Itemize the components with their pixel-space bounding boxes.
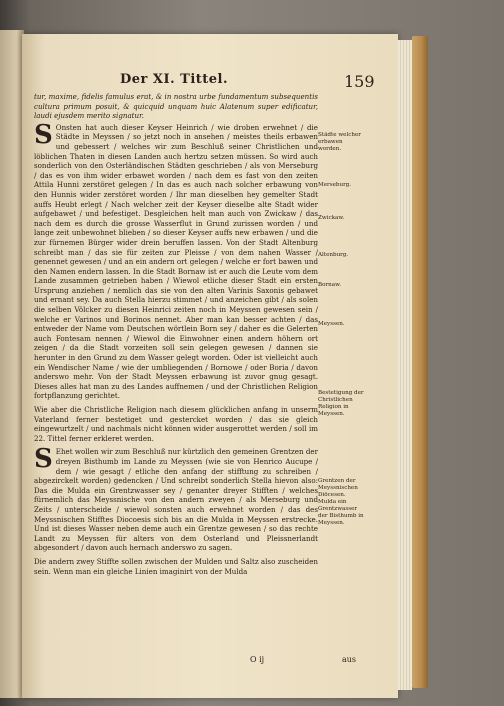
catchword: aus [342, 655, 357, 664]
signature-mark: O ij [250, 655, 265, 664]
margin-note: Meyssen. [318, 321, 345, 327]
paragraph-text: Wie aber die Christliche Religion nach diesem glücklichen anfang in unserm Vaterland ferner bestetiget und gestercket worden / das sie gleich eingewurtzelt / und nachmals nicht können wider ausgerottet werden / soll im 22. Tittel ferner erkleret werden. [34, 405, 318, 443]
running-header: Der XI. Tittel. [120, 72, 228, 87]
margin-note: Grentzen der Meyssnischen Diöcesen. Mulda ein Grentzwasser der Bisthumb in Meyssen. [318, 478, 364, 526]
margin-note: Merseburg. [318, 182, 352, 188]
dropcap: S [34, 444, 53, 475]
paragraph-3 [34, 444, 318, 553]
text-block [34, 92, 318, 578]
margin-note: Bestetigung der Christlichen Religion in Meyssen. [318, 390, 364, 417]
dropcap: S [34, 119, 53, 150]
latin-intro: tur, maxime, fidelis famulus erat, & in nostra urbe fundamentum subsequentis cultura primum posuit, & quicquid unquam huic Alatenum super edificatur, laudi ejusdem merito signatur. [34, 92, 318, 121]
margin-note: Altenburg. [318, 252, 349, 258]
page-number: 159 [344, 72, 375, 91]
margin-note: Bornaw. [318, 282, 341, 288]
paragraph-text: Ehet wollen wir zum Beschluß nur kürtzlich den gemeinen Grentzen der dreyen Bisthumb im Lande zu Meyssen (wie sie von Henrico Aucupe / dem / wie gesagt / etliche den anfang der stifftung zu schreiben / abgezirckelt worden) gedencken / Und schreibt sonderlich Stella hievon also: Das die Mulda ein Grentzwasser sey / genanter dreyer Stifften / welches fürnemlich das Meyssnische von den andern zweyen / als Merseburg und Zeits / unterscheide / wiewol sonsten auch erwehnet worden / das des Meyssnischen Stifftes Diocoesis sich bis an die Mulda in Meyssen erstrecke. Und ist dieses Wasser neben deme auch ein Grentze gewesen / so das rechte Landt zu Meyssen für alters von dem Osterland und Pleissnerlandt abgesondert / davon auch hernach anderswo zu sagen. [34, 447, 318, 553]
paragraph-1 [34, 119, 318, 401]
paragraph-text: Onsten hat auch dieser Keyser Heinrich / wie droben erwehnet / die Städte in Meyssen / so jetzt noch in ansehen / meistes theils erbawen und gebessert / welches wir zum Beschluß seiner Christlichen und löblichen Thaten in diesen Landen auch hertzu setzen müssen. So wird auch sonderlich von den Osterländischen Städten geschrieben / als von Merseburg / das es von ihm wider erbawet worden / nach dem es fast von den zeiten Attila Hunni zerstöret gelegen / In das es auch nach solcher erbawung von den Hunnis wider zerstöret worden / Ihr man dieselben hey gemelter Stadt auffs Heubt erlegt / Nach welcher zeit der Keyser dieselbe alte Stadt wider aufgebawet / und befestiget. Desgleichen helt man auch von Zwickaw / das nach dem es durch die grosse Wasserflut in Grund zurissen worden / und lange zeit unbewohnet blieben / so dieser Keyser auffs new erbawen / und die zur fürnemen Bürger wider drein beruffen lassen. Von der Stadt Altenburg schreibt man / das sie für zeiten zur Pleisse / von dem nahen Wasser / genennet gewesen / und an ein andern ort gelegen / welche er fort bawen und den Namen endern lassen. In die Stadt Bornaw ist er auch die Leute vom dem Lande zusammen getrieben haben / Wiewol etliche dieser Stadt ein ersten Ursprung anziehen / nemlich das sie von den alten Varinis Saxonis gebawet und ernant sey. Da auch Stella hierzu stimmet / und anzeichen gibt / als solen die selben Völcker zu diesen Heinrici zeiten noch in Meyssen gewesen sein / welche er Varinos und Borinos nennet. Aber man kan besser achten / das entweder der Name vom Deutschen wörtlein Born sey / daher es die Gelerten auch Fontesam nennen / Wiewol die Einwohner einen andern höhern ort zeigen / da die Stadt vorzeiten soll sein gelegen gewesen / dannen sie herunter in den Grund zu dem Wasser gelegt worden. Oder ist vielleicht auch ein Wendischer Name / wie der umbliegenden / Bornowe / oder Boria / davon anderswo mehr. Von der Stadt Meyssen erbawung ist zuvor gnug gesagt. Dieses alles hat man zu des Landes auffnemen / und der Christlichen Religion fortpflanzung gerichtet. [34, 122, 318, 401]
margin-note: Städte welcher erbawen worden. [318, 132, 361, 152]
paragraph-text: Die andern zwey Stiffte sollen zwischen der Mulden und Saltz also zuscheiden sein. Wenn man ein gleiche Linien imaginirt von der Mulda [34, 556, 318, 576]
page-block-edge [398, 40, 412, 690]
facing-page-edge [0, 30, 24, 698]
book-cover-edge [412, 36, 428, 688]
margin-note: Zwickaw. [318, 215, 345, 221]
paragraph-4 [34, 557, 318, 576]
paragraph-2 [34, 405, 318, 443]
